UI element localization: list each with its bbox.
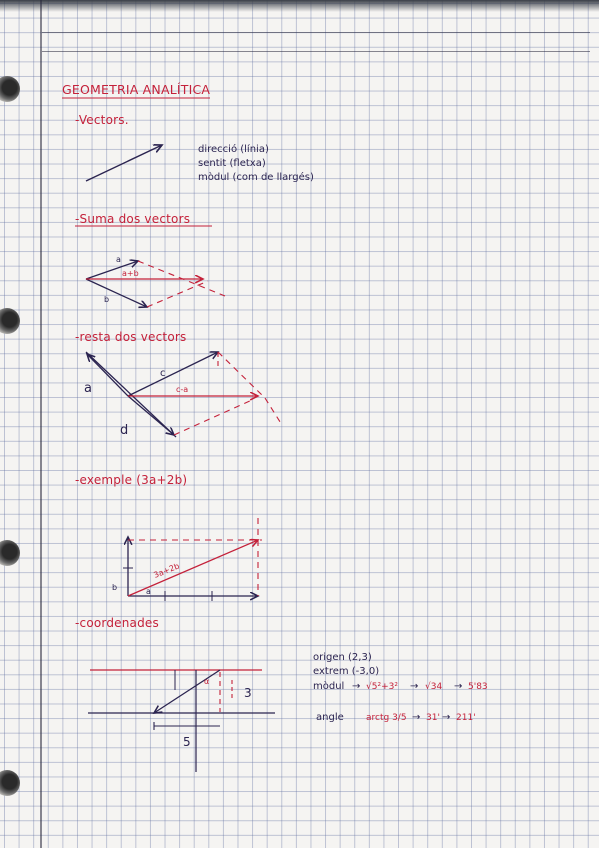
coordenades-heading: -coordenades — [75, 616, 159, 630]
exemple-label-b: b — [112, 583, 118, 592]
coord-modul-arrow-3: → — [454, 681, 463, 692]
coord-angle-value-3: 211' — [456, 713, 476, 723]
coord-modul-label: mòdul — [313, 681, 345, 692]
resta-label-d: d — [120, 423, 129, 438]
suma-vector-b — [86, 279, 147, 307]
resta-dashed-3 — [265, 398, 282, 425]
coord-modul-value-3: 5'83 — [468, 682, 488, 692]
resta-label-diff: c-a — [176, 385, 189, 394]
resta-dashed-2 — [174, 400, 252, 435]
page-title: GEOMETRIA ANALÍTICA — [62, 82, 211, 97]
suma-heading: -Suma dos vectors — [75, 212, 191, 226]
resta-vector-c — [128, 352, 218, 396]
exemple-label-result: 3a+2b — [152, 561, 181, 580]
coord-angle-label: angle — [316, 712, 344, 723]
property-sentit: sentit (fletxa) — [198, 158, 266, 169]
suma-label-a: a — [116, 255, 121, 264]
property-modul: mòdul (com de llargés) — [198, 172, 314, 183]
resta-label-a: a — [84, 381, 92, 396]
coord-angle-arrow-2: → — [442, 712, 451, 723]
resta-heading: -resta dos vectors — [75, 330, 187, 344]
suma-dashed-2 — [147, 281, 208, 307]
exemple-heading: -exemple (3a+2b) — [75, 473, 188, 487]
coord-origen: origen (2,3) — [313, 652, 372, 663]
coord-modul-arrow-1: → — [352, 681, 361, 692]
coord-extrem: extrem (-3,0) — [313, 666, 380, 677]
coord-angle-value-1: arctg 3/5 — [366, 713, 407, 723]
coord-modul-value-2: √34 — [425, 682, 443, 692]
coord-label-alpha: α — [204, 677, 210, 686]
coord-label-5: 5 — [183, 735, 191, 749]
coord-angle-arrow-1: → — [412, 712, 421, 723]
suma-label-b: b — [104, 295, 110, 304]
property-direccio: direcció (línia) — [198, 144, 269, 155]
coord-modul-value-1: √5²+3² — [366, 682, 398, 692]
coord-vector — [154, 670, 220, 713]
coord-label-3: 3 — [244, 686, 252, 700]
exemple-label-a: a — [146, 587, 151, 596]
coord-angle-value-2: 31' — [426, 713, 440, 723]
suma-label-sum: a+b — [122, 269, 139, 278]
vector-example-arrow — [86, 145, 162, 181]
resta-vector-a — [87, 354, 128, 396]
resta-label-c: c — [160, 368, 166, 379]
coord-modul-arrow-2: → — [410, 681, 419, 692]
vectors-heading: -Vectors. — [75, 113, 129, 127]
resta-dashed-1 — [218, 352, 265, 398]
resta-vector-d — [128, 396, 174, 435]
